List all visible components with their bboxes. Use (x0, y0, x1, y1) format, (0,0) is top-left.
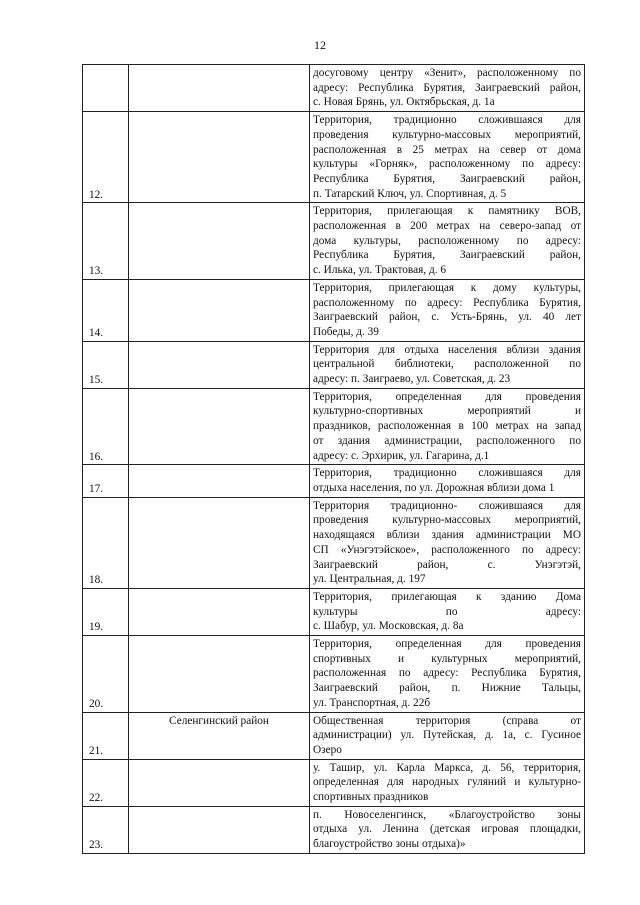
description-line: адресу: с. Эрхирик, ул. Гагарина, д.1 (313, 449, 490, 462)
territory-description (310, 279, 585, 341)
description-line: культуры по адресу: (313, 605, 581, 618)
territory-table (82, 64, 585, 854)
row-number: 21. (83, 712, 129, 759)
territory-description (310, 759, 585, 806)
description-line: с. Шабур, ул. Московская, д. 8а (313, 620, 464, 633)
description-line: дома культуры, расположенному по адресу: (313, 234, 581, 247)
description-line: отдыха ул. Ленина (детская игровая площадки, (313, 823, 581, 836)
territory-description (310, 465, 585, 497)
description-line: ул. Центральная, д. 197 (313, 573, 426, 586)
description-line: определенная для народных гуляний и культурно- (313, 776, 581, 789)
district-name (129, 341, 310, 388)
description-line: Озеро (313, 743, 342, 756)
row-number: 17. (83, 465, 129, 497)
description-line: культуры «Горняк», расположенному по адресу: (313, 158, 581, 171)
table-row (83, 712, 585, 759)
row-number: 13. (83, 203, 129, 280)
description-line: Территория для отдыха населения вблизи здания (313, 343, 581, 356)
district-name (129, 388, 310, 465)
description-line: Территория, прилегающая к зданию Дома (313, 590, 581, 603)
table-row (83, 588, 585, 635)
description-line: администрации) ул. Путейская, д. 1а, с. Гусиное (313, 729, 581, 742)
description-line: досуговому центру «Зенит», расположенному по (313, 67, 581, 79)
description-line: Территория, традиционно сложившаяся для (313, 114, 581, 127)
description-line: отдыха населения, по ул. Дорожная вблизи дома 1 (313, 481, 555, 494)
description-line: Территория, определенная для проведения (313, 638, 581, 651)
row-number: 23. (83, 806, 129, 853)
table-row (83, 465, 585, 497)
description-line: расположенная в 25 метрах на север от дома (313, 143, 581, 156)
row-number: 12. (83, 112, 129, 203)
territory-description (310, 388, 585, 465)
description-line: от здания администрации, расположенного по (313, 434, 581, 447)
description-line: п. Новоселенгинск, «Благоустройство зоны (313, 808, 581, 821)
district-name: Селенгинский район (129, 712, 310, 759)
description-line: Республика Бурятия, Заиграевский район, (313, 172, 581, 185)
page-number: 12 (314, 38, 326, 52)
description-line: у. Ташир, ул. Карла Маркса, д. 56, территория, (313, 761, 581, 774)
district-name (129, 636, 310, 713)
district-name (129, 497, 310, 588)
description-line: спортивных и культурных мероприятий, (313, 652, 581, 665)
description-line: Победы, д. 39 (313, 325, 379, 338)
territory-table-body (83, 65, 585, 854)
description-line: центральной библиотеки, расположенной по (313, 358, 581, 371)
territory-description (310, 806, 585, 853)
description-line: СП «Унэгэтэйское», расположенного по адресу: (313, 543, 581, 556)
row-number: 19. (83, 588, 129, 635)
description-line: Территория, прилегающая к памятнику ВОВ, (313, 205, 581, 218)
table-row (83, 636, 585, 713)
district-name (129, 112, 310, 203)
description-line: Территория традиционно- сложившаяся для (313, 499, 581, 512)
table-row (83, 341, 585, 388)
territory-description (310, 588, 585, 635)
description-line: адресу: Республика Бурятия, Заиграевский район, (313, 81, 581, 94)
description-line: находящаяся вблизи здания администрации МО (313, 529, 581, 542)
description-line: расположенная в 200 метрах на северо-запад от (313, 220, 581, 233)
district-name (129, 465, 310, 497)
description-line: Территория, традиционно сложившаяся для (313, 467, 581, 480)
table-row (83, 388, 585, 465)
description-line: Заиграевский район, п. Нижние Тальцы, (313, 682, 581, 695)
description-line: с. Илька, ул. Трактовая, д. 6 (313, 264, 447, 277)
row-number: 16. (83, 388, 129, 465)
row-number: 20. (83, 636, 129, 713)
territory-description (310, 712, 585, 759)
description-line: спортивных праздников (313, 791, 429, 804)
territory-description (310, 497, 585, 588)
description-line: благоустройство зоны отдыха)» (313, 838, 466, 851)
description-line: с. Новая Брянь, ул. Октябрьская, д. 1а (313, 96, 495, 109)
row-number: 18. (83, 497, 129, 588)
description-line: Территория, прилегающая к дому культуры, (313, 281, 581, 294)
description-line: Заиграевский район, с. Унэгэтэй, (313, 558, 581, 571)
description-line: Республика Бурятия, Заиграевский район, (313, 249, 581, 262)
description-line: расположенная по адресу: Республика Бурятия, (313, 667, 581, 680)
row-number (83, 65, 129, 112)
district-name (129, 65, 310, 112)
table-row (83, 112, 585, 203)
description-line: проведения культурно-массовых мероприятий, (313, 514, 581, 527)
territory-description (310, 636, 585, 713)
table-row (83, 759, 585, 806)
table-row (83, 279, 585, 341)
description-line: адресу: п. Заиграево, ул. Советская, д. 23 (313, 373, 511, 386)
territory-description (310, 112, 585, 203)
row-number: 14. (83, 279, 129, 341)
district-name (129, 806, 310, 853)
district-name (129, 279, 310, 341)
table-row (83, 65, 585, 112)
table-row (83, 806, 585, 853)
description-line: ул. Транспортная, д. 22б (313, 696, 431, 709)
territory-description (310, 203, 585, 280)
description-line: п. Татарский Ключ, ул. Спортивная, д. 5 (313, 187, 507, 200)
district-name (129, 588, 310, 635)
district-name (129, 759, 310, 806)
territory-description (310, 65, 585, 112)
table-row (83, 203, 585, 280)
district-name (129, 203, 310, 280)
description-line: Общественная территория (справа от (313, 714, 581, 727)
description-line: Территория, определенная для проведения (313, 390, 581, 403)
description-line: расположенному по адресу: Республика Бурятия, (313, 296, 581, 309)
description-line: праздников, расположенная в 100 метрах на запад (313, 420, 581, 433)
row-number: 15. (83, 341, 129, 388)
description-line: культурно-спортивных мероприятий и (313, 405, 581, 418)
description-line: проведения культурно-массовых мероприятий, (313, 128, 581, 141)
table-row (83, 497, 585, 588)
row-number: 22. (83, 759, 129, 806)
description-line: Заиграевский район, с. Усть-Брянь, ул. 40 лет (313, 311, 581, 324)
territory-description (310, 341, 585, 388)
